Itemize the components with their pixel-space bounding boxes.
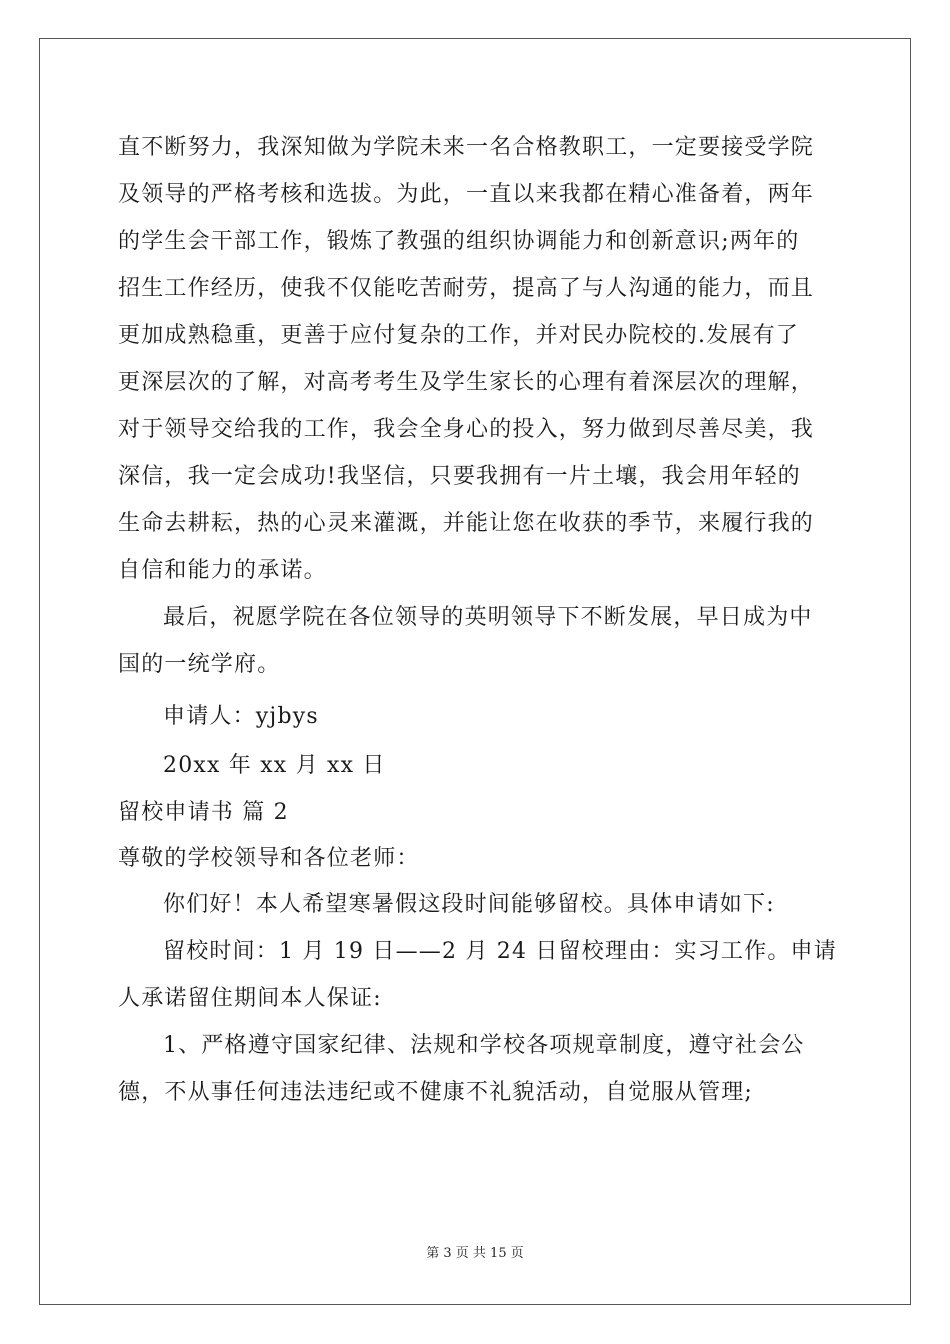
paragraph-line: 人承诺留住期间本人保证: bbox=[118, 986, 382, 1011]
paragraph-line: 对于领导交给我的工作，我会全身心的投入，努力做到尽善尽美，我 bbox=[118, 417, 815, 442]
list-item-line: 德，不从事任何违法违纪或不健康不礼貌活动，自觉服从管理; bbox=[118, 1080, 754, 1105]
section-heading: 留校申请书 篇 2 bbox=[118, 800, 289, 825]
paragraph-line: 最后，祝愿学院在各位领导的英明领导下不断发展，早日成为中 bbox=[163, 605, 813, 630]
paragraph-line: 深信，我一定会成功!我坚信，只要我拥有一片土壤，我会用年轻的 bbox=[118, 464, 801, 489]
paragraph-line: 更深层次的了解，对高考考生及学生家长的心理有着深层次的理解， bbox=[118, 370, 815, 395]
paragraph-line: 及领导的严格考核和选拔。为此，一直以来我都在精心准备着，两年 bbox=[118, 182, 815, 207]
list-item-line: 1、严格遵守国家纪律、法规和学校各项规章制度，遵守社会公 bbox=[163, 1033, 805, 1058]
paragraph-line: 你们好！本人希望寒暑假这段时间能够留校。具体申请如下: bbox=[163, 892, 775, 917]
date-line: 20xx 年 xx 月 xx 日 bbox=[163, 753, 386, 778]
paragraph-line: 更加成熟稳重，更善于应付复杂的工作，并对民办院校的.发展有了 bbox=[118, 323, 799, 348]
applicant-line: 申请人：yjbys bbox=[163, 704, 319, 729]
paragraph-line: 自信和能力的承诺。 bbox=[118, 558, 327, 583]
paragraph-line: 招生工作经历，使我不仅能吃苦耐劳，提高了与人沟通的能力，而且 bbox=[118, 276, 815, 301]
paragraph-line: 的学生会干部工作，锻炼了教强的组织协调能力和创新意识;两年的 bbox=[118, 229, 800, 254]
salutation: 尊敬的学校领导和各位老师： bbox=[118, 846, 420, 871]
page-footer: 第 3 页 共 15 页 bbox=[426, 1246, 524, 1261]
paragraph-line: 生命去耕耘，热的心灵来灌溉，并能让您在收获的季节，来履行我的 bbox=[118, 511, 815, 536]
paragraph-line: 国的一统学府。 bbox=[118, 652, 281, 677]
paragraph-line: 留校时间：1 月 19 日——2 月 24 日留校理由：实习工作。申请 bbox=[163, 939, 837, 964]
paragraph-line: 直不断努力，我深知做为学院未来一名合格教职工，一定要接受学院 bbox=[118, 135, 815, 160]
